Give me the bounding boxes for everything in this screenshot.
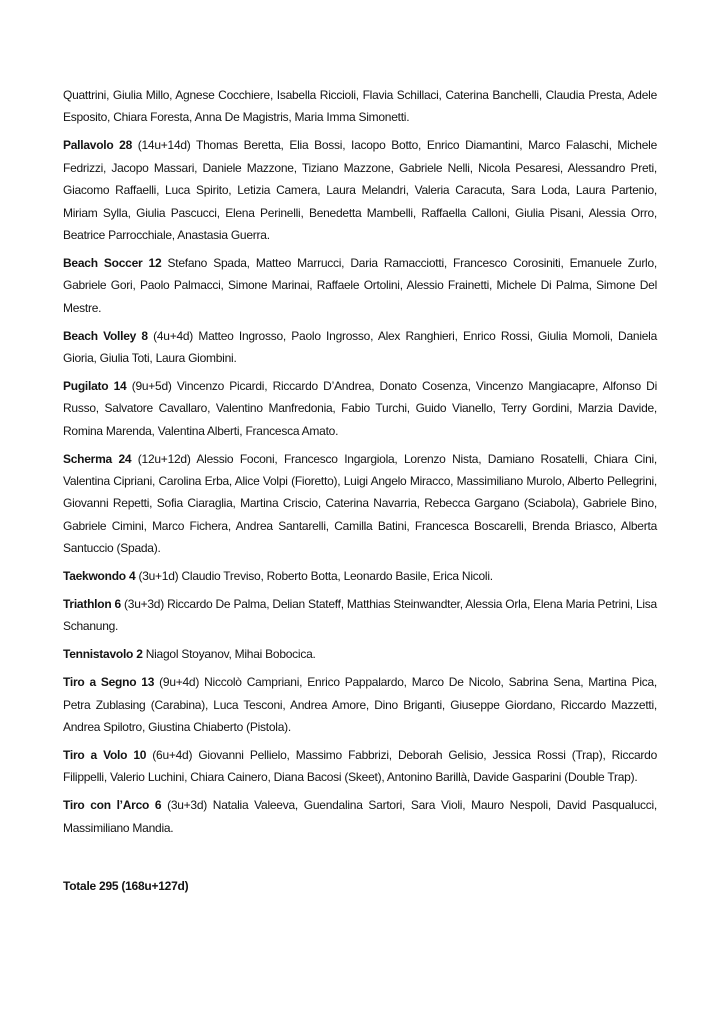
athlete-list-text: (6u+4d) Giovanni Pellielo, Massimo Fabbrizi, Deborah Gelisio, Jessica Rossi (Trap), Riccardo Filippelli, Valerio Luchini, Chiara Cainero, Diana Bacosi (Skeet), Antonino Barillà, Davide Gasparini (Double Trap). [63,747,657,785]
total-count-label: Totale 295 (168u+127d) [63,879,189,894]
sport-name-label: Pugilato 14 [63,378,127,393]
para-pugilato [63,375,657,442]
para-triathlon [63,593,657,638]
para-beach-volley [63,325,657,370]
para-pallavolo [63,134,657,246]
para-tiro-a-volo [63,744,657,789]
sport-name-label: Pallavolo 28 [63,138,133,153]
athlete-list-text: Quattrini, Giulia Millo, Agnese Cocchiere, Isabella Riccioli, Flavia Schillaci, Caterina Banchelli, Claudia Presta, Adele Esposito, Chiara Foresta, Anna De Magistris, Maria Imma Simonetti. [63,88,657,125]
sport-name-label: Scherma 24 [63,451,132,466]
para-intro-continuation [63,84,657,129]
athlete-list-text: (3u+1d) Claudio Treviso, Roberto Botta, Leonardo Basile, Erica Nicoli. [135,569,493,584]
para-beach-soccer [63,252,657,319]
sport-name-label: Beach Volley 8 [63,328,148,343]
athlete-list-text: (3u+3d) Riccardo De Palma, Delian Stateff, Matthias Steinwandter, Alessia Orla, Elena Maria Petrini, Lisa Schanung. [63,597,657,634]
para-taekwondo [63,565,657,587]
sport-name-label: Tiro con l’Arco 6 [63,798,162,813]
sport-name-label: Tiro a Segno 13 [63,675,155,690]
athlete-list-text: Niagol Stoyanov, Mihai Bobocica. [142,647,316,662]
sport-name-label: Tiro a Volo 10 [63,747,147,762]
para-tiro-a-segno [63,671,657,738]
sport-name-label: Taekwondo 4 [63,569,136,584]
para-scherma [63,448,657,560]
para-totale [63,875,657,897]
sport-name-label: Triathlon 6 [63,597,121,612]
athlete-list-text: Stefano Spada, Matteo Marrucci, Daria Ramacciotti, Francesco Corosiniti, Emanuele Zurlo, Gabriele Gori, Paolo Palmacci, Simone Marinai, Raffaele Ortolini, Alessio Frainetti, Michele Di Palma, Simone Del Mestre. [63,255,657,315]
sport-name-label: Tennistavolo 2 [63,647,143,662]
para-tiro-con-arco [63,794,657,839]
sport-name-label: Beach Soccer 12 [63,255,162,270]
para-tennistavolo [63,643,657,665]
athlete-list-text: (9u+5d) Vincenzo Picardi, Riccardo D’Andrea, Donato Cosenza, Vincenzo Mangiacapre, Alfonso Di Russo, Salvatore Cavallaro, Valentino Manfredonia, Fabio Turchi, Guido Vianello, Terry Gordini, Marzia Davide, Romina Marenda, Valentina Alberti, Francesca Amato. [63,378,657,438]
athlete-list-text: (14u+14d) Thomas Beretta, Elia Bossi, Iacopo Botto, Enrico Diamantini, Marco Falaschi, Michele Fedrizzi, Jacopo Massari, Daniele Mazzone, Tiziano Mazzone, Gabriele Nelli, Nicola Pesaresi, Alessandro Preti, Giacomo Raffaelli, Luca Spirito, Letizia Camera, Laura Melandri, Valeria Caracuta, Sara Loda, Laura Partenio, Miriam Sylla, Giulia Pascucci, Elena Perinelli, Benedetta Mambelli, Raffaella Calloni, Giulia Pisani, Alessia Orro, Beatrice Parrocchiale, Anastasia Guerra. [63,138,657,242]
athlete-list-text: (12u+12d) Alessio Foconi, Francesco Ingargiola, Lorenzo Nista, Damiano Rosatelli, Chiara Cini, Valentina Cipriani, Carolina Erba, Alice Volpi (Fioretto), Luigi Angelo Miracco, Massimiliano Murolo, Alberto Pellegrini, Giovanni Repetti, Sofia Ciaraglia, Martina Criscio, Caterina Navarria, Rebecca Gargano (Sciabola), Gabriele Bino, Gabriele Cimini, Marco Fichera, Andrea Santarelli, Camilla Batini, Francesca Boscarelli, Brenda Briasco, Alberta Santuccio (Spada). [63,451,657,556]
athlete-list-text: (9u+4d) Niccolò Campriani, Enrico Pappalardo, Marco De Nicolo, Sabrina Sena, Martina Pica, Petra Zublasing (Carabina), Luca Tesconi, Andrea Amore, Dino Briganti, Giuseppe Giordano, Riccardo Mazzetti, Andrea Spilotro, Giustina Chiaberto (Pistola). [63,675,658,735]
athlete-list-text: (3u+3d) Natalia Valeeva, Guendalina Sartori, Sara Violi, Mauro Nespoli, David Pasqualucci, Massimiliano Mandia. [63,798,657,835]
athlete-list-text: (4u+4d) Matteo Ingrosso, Paolo Ingrosso, Alex Ranghieri, Enrico Rossi, Giulia Momoli, Daniela Gioria, Giulia Toti, Laura Giombini. [63,328,657,365]
